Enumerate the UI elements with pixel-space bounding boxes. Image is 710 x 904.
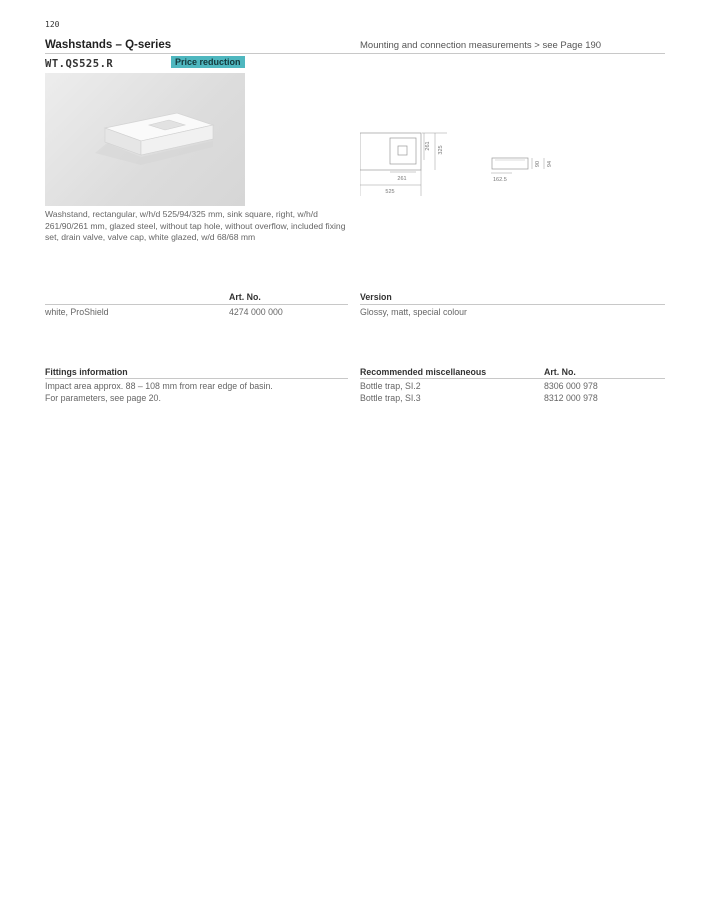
side-view-outline: [492, 158, 528, 169]
finish-cell: white, ProShield: [45, 307, 109, 317]
product-description: Washstand, rectangular, w/h/d 525/94/325 mm, sink square, right, w/h/d 261/90/261 mm, glazed steel, without tap hole, without overflow, included fixing set, drain valve, valve cap, white glazed, w/d 68/68 mm: [45, 209, 346, 242]
page-title: Washstands – Q-series: [45, 39, 172, 51]
fittings-divider: [45, 378, 348, 379]
drain-marker: [398, 146, 407, 155]
dim-total-height: 94: [547, 160, 553, 168]
article-table-divider: [45, 304, 348, 305]
misc-art-no-header: Art. No.: [544, 367, 576, 377]
product-photo: [45, 73, 245, 206]
art-no-header: Art. No.: [229, 292, 261, 302]
price-reduction-badge: Price reduction: [171, 56, 245, 68]
fittings-header: Fittings information: [45, 367, 128, 377]
misc-item-art-no: 8306 000 978: [544, 381, 598, 391]
fittings-line: For parameters, see page 20.: [45, 393, 161, 403]
dim-side-depth: 162.5: [493, 177, 507, 183]
dim-basin-height: 90: [535, 160, 541, 168]
header-divider: [45, 53, 665, 54]
washstand-illustration: [45, 73, 245, 206]
art-no-cell: 4274 000 000: [229, 307, 283, 317]
misc-divider: [360, 378, 665, 379]
dim-basin-width: 261: [397, 176, 407, 182]
product-sku: WT.QS525.R: [45, 58, 114, 70]
page-number: 120: [45, 20, 60, 29]
dim-basin-depth: 261: [425, 141, 431, 151]
version-divider: [360, 304, 665, 305]
technical-drawing: [360, 128, 570, 200]
misc-item-name: Bottle trap, SI.2: [360, 381, 421, 391]
misc-item-art-no: 8312 000 978: [544, 393, 598, 403]
version-header: Version: [360, 292, 392, 302]
fittings-line: Impact area approx. 88 – 108 mm from rear edge of basin.: [45, 381, 273, 391]
mounting-reference: Mounting and connection measurements > see Page 190: [360, 40, 602, 51]
top-view-outline: [360, 133, 421, 170]
dim-total-depth: 325: [438, 145, 444, 155]
version-cell: Glossy, matt, special colour: [360, 307, 467, 317]
misc-item-name: Bottle trap, SI.3: [360, 393, 421, 403]
misc-header: Recommended miscellaneous: [360, 367, 487, 377]
dim-total-width: 525: [385, 189, 395, 195]
top-view-basin: [390, 138, 416, 164]
